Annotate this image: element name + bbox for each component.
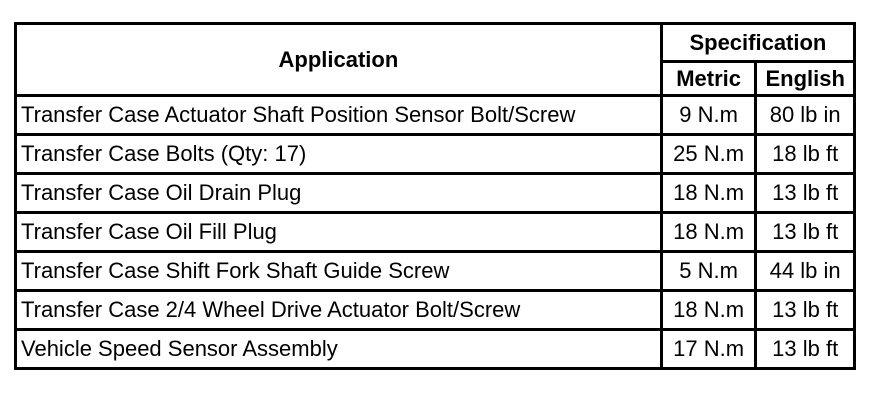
english-cell: 13 lb ft xyxy=(756,213,855,252)
english-cell: 80 lb in xyxy=(756,96,855,135)
application-cell: Transfer Case Shift Fork Shaft Guide Screw xyxy=(16,252,662,291)
metric-cell: 18 N.m xyxy=(661,174,756,213)
english-cell: 18 lb ft xyxy=(756,135,855,174)
metric-cell: 25 N.m xyxy=(661,135,756,174)
application-cell: Transfer Case 2/4 Wheel Drive Actuator Bolt/Screw xyxy=(16,291,662,330)
english-header: English xyxy=(756,62,855,96)
table-row xyxy=(16,96,855,135)
torque-specification-table xyxy=(14,22,856,370)
metric-cell: 18 N.m xyxy=(661,291,756,330)
table-row xyxy=(16,291,855,330)
application-cell: Vehicle Speed Sensor Assembly xyxy=(16,330,662,369)
english-cell: 44 lb in xyxy=(756,252,855,291)
table-row xyxy=(16,330,855,369)
application-cell: Transfer Case Oil Drain Plug xyxy=(16,174,662,213)
metric-cell: 5 N.m xyxy=(661,252,756,291)
english-cell: 13 lb ft xyxy=(756,174,855,213)
application-cell: Transfer Case Oil Fill Plug xyxy=(16,213,662,252)
table-row xyxy=(16,252,855,291)
metric-cell: 9 N.m xyxy=(661,96,756,135)
header-row-top xyxy=(16,24,855,62)
application-header: Application xyxy=(16,24,662,96)
table-row xyxy=(16,174,855,213)
english-cell: 13 lb ft xyxy=(756,330,855,369)
application-cell: Transfer Case Bolts (Qty: 17) xyxy=(16,135,662,174)
metric-cell: 17 N.m xyxy=(661,330,756,369)
specification-header: Specification xyxy=(661,24,854,62)
metric-header: Metric xyxy=(661,62,756,96)
metric-cell: 18 N.m xyxy=(661,213,756,252)
application-cell: Transfer Case Actuator Shaft Position Sensor Bolt/Screw xyxy=(16,96,662,135)
table-row xyxy=(16,135,855,174)
table-row xyxy=(16,213,855,252)
english-cell: 13 lb ft xyxy=(756,291,855,330)
